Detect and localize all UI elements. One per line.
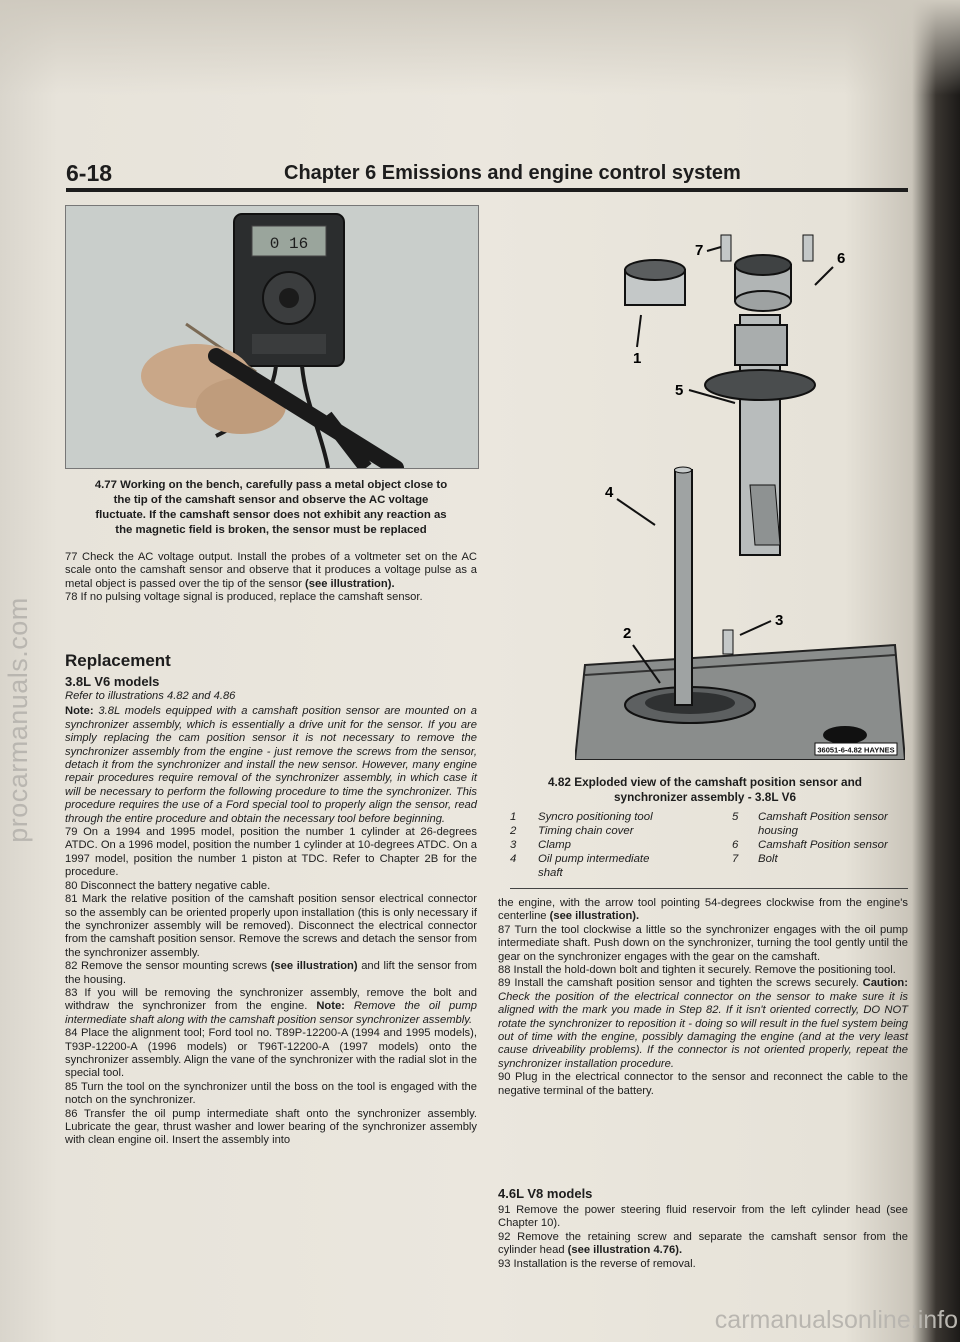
paragraph-86: 86 Transfer the oil pump intermediate shaft onto the synchronizer assembly. Lubricate the gear, thrust washer and lower bearing of the synchronizer assembly with clean engine oil. Insert the assembly into [65,1107,477,1147]
v8-models-heading: 4.6L V8 models [498,1186,593,1201]
callout-4: 4 [605,484,614,501]
paragraph-81: 81 Mark the relative position of the camshaft position sensor electrical connector so the assembly can be oriented properly upon installation (this is only necessary if the synchronizer assembly will be removed). Disconnect the electrical connector from the camshaft position sensor. Remove the screws and detach the sensor from the synchronizer assembly. [65,893,477,959]
paragraph-86-continued: the engine, with the arrow tool pointing 54-degrees clockwise from the engine's centerline (see illustration). [498,897,908,923]
diagram-stamp: 36051-6-4.82 HAYNES [817,745,895,755]
paragraph-77: 77 Check the AC voltage output. Install the probes of a voltmeter set on the AC scale onto the camshaft sensor and observe that it produces a voltage pulse as a metal object is passed over the tip of the sensor (see illustration). [65,551,477,590]
voltmeter-photo-illustration [66,206,478,468]
right-body-v8 [498,1204,908,1271]
v6-models-heading: 3.8L V6 models [65,674,160,689]
paragraph-79: 79 On a 1994 and 1995 model, position the number 1 cylinder at 26-degrees ATDC. On a 1996 model, position the number 1 cylinder at 10-degrees ATDC. On a 1997 model, position the number 1 piston at TDC. Refer to Chapter 2B for the procedure. [65,826,477,879]
callout-1: 1 [633,350,642,367]
svg-text:0 16: 0 16 [269,235,309,253]
caption-4-77 [65,478,477,538]
right-column-rule [510,888,908,889]
callout-3: 3 [775,612,784,629]
paragraph-85: 85 Turn the tool on the synchronizer until the boss on the tool is engaged with the notch on the synchronizer. [65,1080,477,1107]
photo-voltmeter-test [65,205,479,469]
refer-illustrations: Refer to illustrations 4.82 and 4.86 [65,690,236,702]
legend-item: 2 Timing chain cover housing [510,825,798,837]
exploded-view-diagram [575,225,905,760]
paragraph-93: 93 Installation is the reverse of removal. [498,1257,696,1270]
chapter-title: Chapter 6 Emissions and engine control system [284,162,741,184]
paragraph-83: 83 If you will be removing the synchronizer assembly, remove the bolt and withdraw the synchronizer from the engine. Note: Remove the oil pump intermediate shaft along with the camshaft position sensor synchronizer assembly. [65,986,477,1026]
legend-item: 3 Clamp 6 Camshaft Position sensor [510,839,888,851]
top-shadow [0,0,960,95]
paragraph-87: 87 Turn the tool clockwise a little so the synchronizer engages with the oil pump intermediate shaft. Push down on the synchronizer, turning the tool gently until the gear on the synchronizer engages with the gear on the camshaft. [498,923,908,963]
left-body-top [65,551,477,605]
callout-5: 5 [675,382,684,399]
left-body-main [65,690,477,1148]
caption-line: 4.82 Exploded view of the camshaft position sensor and [548,775,862,789]
note-paragraph: Note: 3.8L models equipped with a camshaft position sensor are mounted on a synchronizer assembly, which is essentially a drive unit for the sensor. If you are simply replacing the cam position sensor it is not necessary to remove the synchronizer assembly from the engine - just remove the screws from the sensor, detach it from the synchronizer and install the new sensor. However, many engine repair procedures require removal of the synchronizer assembly, in which case it will be necessary to perform the following procedure to time the synchronizer. This procedure requires the use of a Ford special tool to properly align the sensor, read through the entire procedure and obtain the necessary tool before beginning. [65,705,477,825]
callout-7: 7 [695,242,704,259]
diagram-legend [510,811,910,881]
caption-line: the tip of the camshaft sensor and observe the AC voltage [113,494,429,506]
watermark-left: procarmanuals.com [3,597,33,843]
legend-item: 1 Syncro positioning tool 5 Camshaft Position sensor [510,811,888,823]
caption-line: synchronizer assembly - 3.8L V6 [613,790,797,804]
paragraph-91: 91 Remove the power steering fluid reservoir from the left cylinder head (see Chapter 10). [498,1204,908,1230]
paragraph-89: 89 Install the camshaft position sensor and tighten the screws securely. Caution: Check the position of the electrical connector on the sensor to make sure it is aligned with the mark you made in Step 82. If it isn't oriented correctly, DO NOT rotate the synchronizer to reposition it - doing so will result in the fuel system being out of time with the engine, possibly damaging the engine (and at the very least cause driveability problems). If the connector is not oriented properly, repeat the synchronizer installation procedure. [498,977,908,1070]
caption-line: fluctuate. If the camshaft sensor does not exhibit any reaction as [95,509,447,521]
paragraph-90: 90 Plug in the electrical connector to the sensor and reconnect the cable to the negative terminal of the battery. [498,1071,908,1097]
paragraph-92: 92 Remove the retaining screw and separate the camshaft sensor from the cylinder head (see illustration 4.76). [498,1230,908,1257]
caption-4-82 [500,775,910,805]
caption-line: 4.77 Working on the bench, carefully pass a metal object close to [94,479,448,491]
callout-6: 6 [837,250,846,267]
paragraph-82: 82 Remove the sensor mounting screws (see illustration) and lift the sensor from the housing. [65,960,477,986]
paragraph-80: 80 Disconnect the battery negative cable. [65,879,271,892]
paragraph-88: 88 Install the hold-down bolt and tighten it securely. Remove the positioning tool. [498,964,896,977]
legend-item: shaft [538,867,563,879]
page-number: 6-18 [66,160,113,186]
callout-2: 2 [623,625,632,642]
replacement-heading: Replacement [65,651,171,670]
watermark-bottom: carmanualsonline.info [714,1306,958,1334]
paragraph-84: 84 Place the alignment tool; Ford tool no. T89P-12200-A (1994 and 1995 models), T93P-12200-A (1996 models) or T96T-12200-A (1997 models) onto the synchronizer assembly. Align the vane of the synchronizer with the radial slot in the special tool. [65,1027,477,1080]
caption-line: the magnetic field is broken, the sensor must be replaced [115,524,427,536]
right-body [498,897,908,1098]
legend-item: 4 Oil pump intermediate 7 Bolt [510,853,778,865]
paragraph-78: 78 If no pulsing voltage signal is produced, replace the camshaft sensor. [65,591,423,604]
header-rule [66,188,908,192]
